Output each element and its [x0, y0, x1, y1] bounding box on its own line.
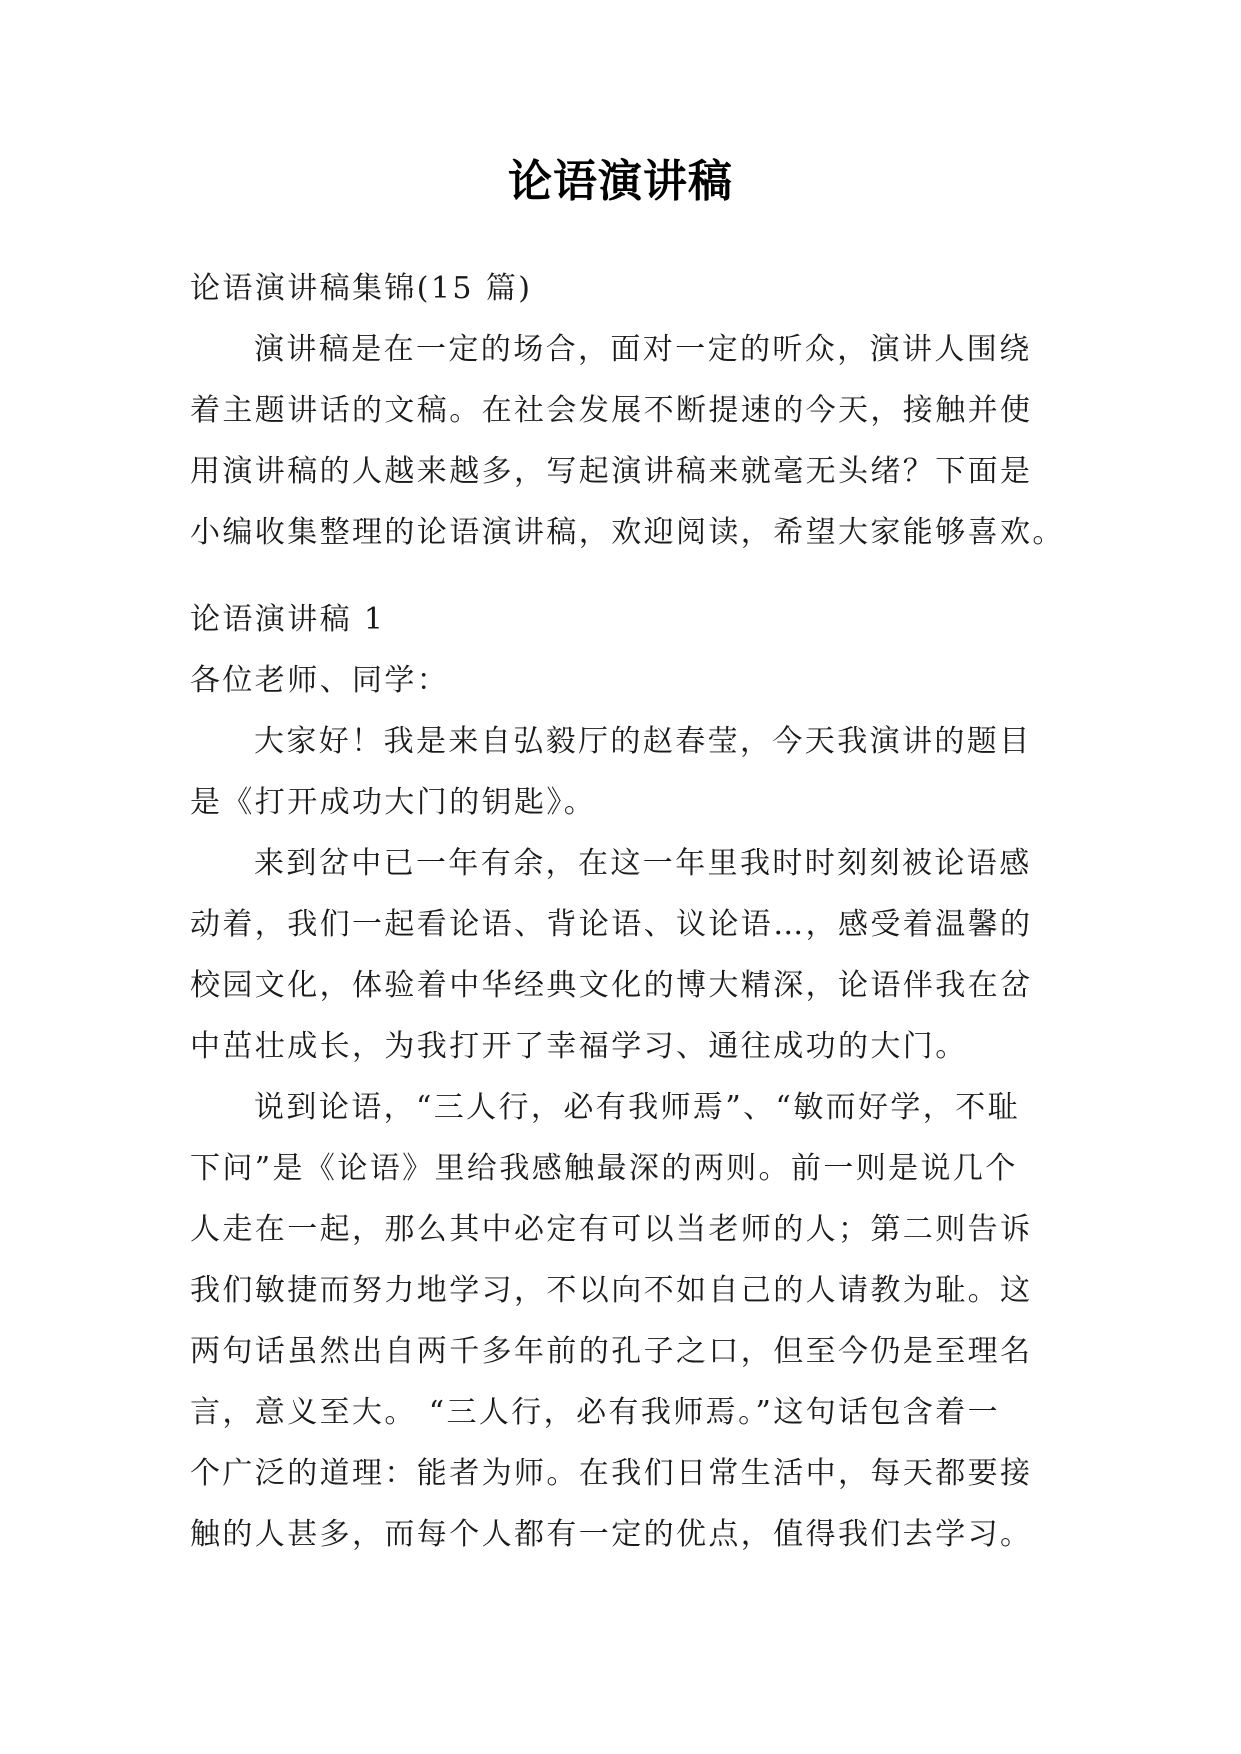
paragraph-line: 触的人甚多，而每个人都有一定的优点，值得我们去学习。: [190, 1517, 1033, 1552]
paragraph-line: 下问”是《论语》里给我感触最深的两则。前一则是说几个: [190, 1151, 1018, 1186]
paragraph-line: 用演讲稿的人越来越多，写起演讲稿来就毫无头绪？下面是: [190, 454, 1033, 489]
paragraph-line: 演讲稿是在一定的场合，面对一定的听众，演讲人围绕: [254, 332, 1032, 367]
paragraph-line: 中茁壮成长，为我打开了幸福学习、通往成功的大门。: [190, 1029, 968, 1064]
paragraph-line: 人走在一起，那么其中必定有可以当老师的人；第二则告诉: [190, 1212, 1033, 1247]
section-spacer: [190, 563, 1058, 589]
intro-paragraph: [190, 319, 1065, 563]
speech-paragraph-1: [190, 711, 1058, 833]
paragraph-line: 来到岔中已一年有余，在这一年里我时时刻刻被论语感: [254, 846, 1032, 881]
paragraph-line: 着主题讲话的文稿。在社会发展不断提速的今天，接触并使: [190, 393, 1033, 428]
document-body: [190, 258, 1065, 1565]
greeting-line: 各位老师、同学：: [190, 663, 450, 698]
paragraph-line: 是《打开成功大门的钥匙》。: [190, 785, 597, 820]
speech-paragraph-3: [190, 1077, 1058, 1565]
paragraph-line: 校园文化，体验着中华经典文化的博大精深，论语伴我在岔: [190, 968, 1033, 1003]
paragraph-line: 大家好！我是来自弘毅厅的赵春莹，今天我演讲的题目: [254, 724, 1032, 759]
paragraph-line: 我们敏捷而努力地学习，不以向不如自己的人请教为耻。这: [190, 1273, 1033, 1308]
paragraph-line: 动着，我们一起看论语、背论语、议论语…，感受着温馨的: [190, 907, 1033, 942]
paragraph-line: 说到论语，“三人行，必有我师焉”、“敏而好学，不耻: [254, 1090, 1021, 1125]
speech-paragraph-2: [190, 833, 1058, 1077]
paragraph-line: 小编收集整理的论语演讲稿，欢迎阅读，希望大家能够喜欢。: [190, 515, 1065, 550]
paragraph-line: 两句话虽然出自两千多年前的孔子之口，但至今仍是至理名: [190, 1334, 1033, 1369]
paragraph-line: 言，意义至大。 “三人行，必有我师焉。”这句话包含着一: [190, 1395, 1001, 1430]
section-heading: 论语演讲稿 1: [190, 602, 386, 637]
document-title: 论语演讲稿: [508, 156, 733, 207]
collection-subtitle: 论语演讲稿集锦(15 篇): [190, 271, 533, 306]
paragraph-line: 个广泛的道理：能者为师。在我们日常生活中，每天都要接: [190, 1456, 1033, 1491]
